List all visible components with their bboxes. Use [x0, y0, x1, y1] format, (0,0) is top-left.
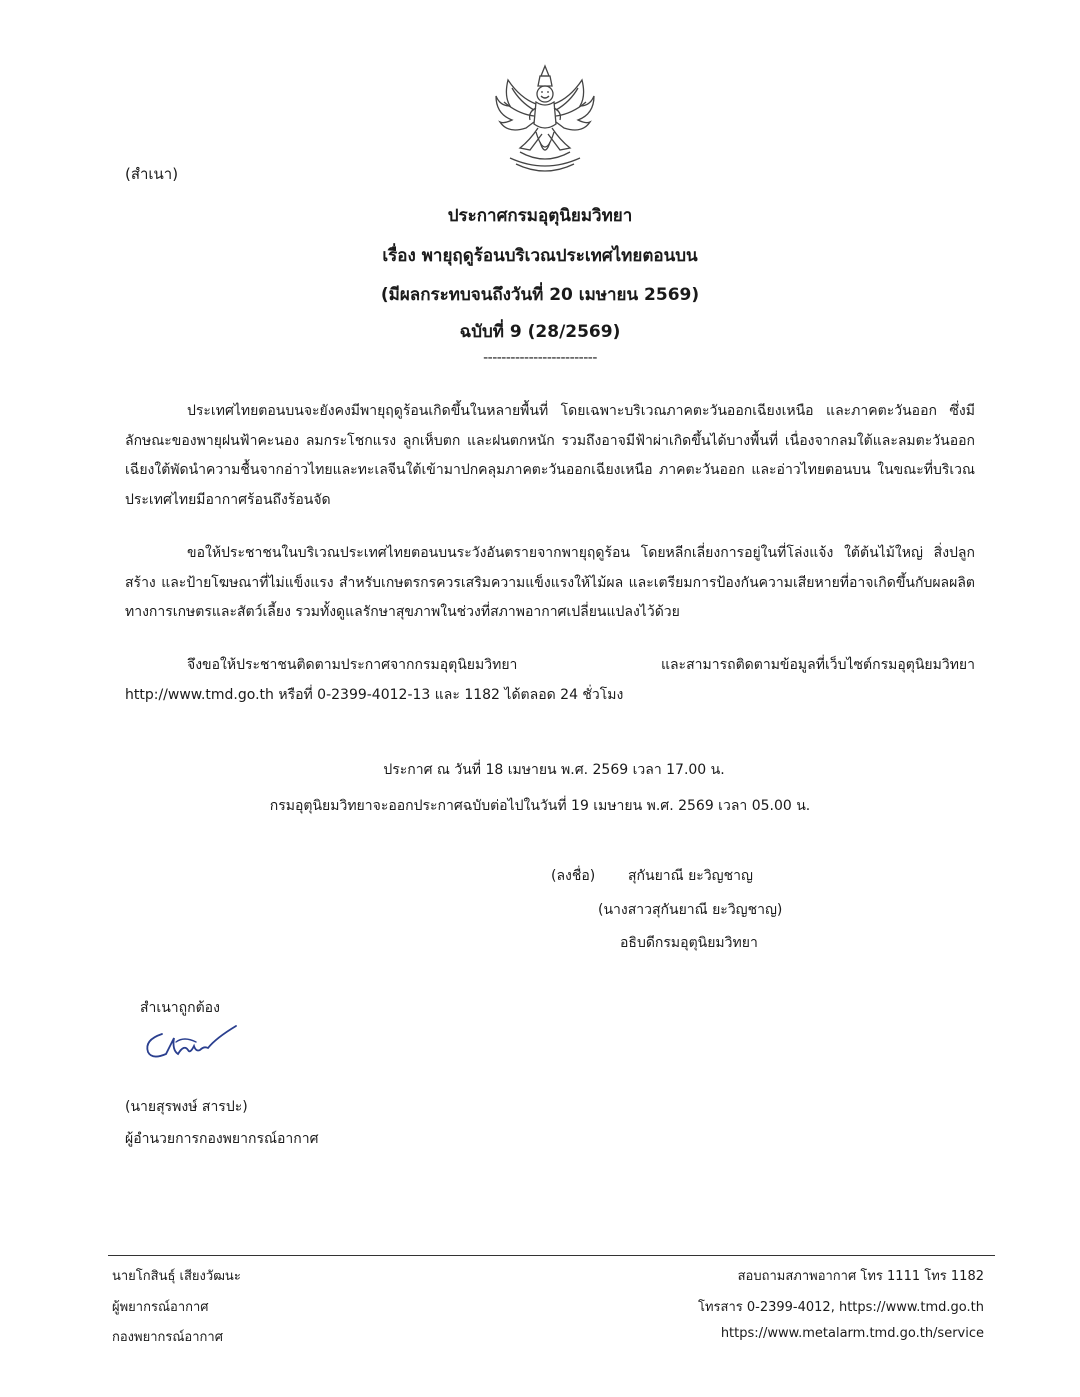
- footer-phone-info: สอบถามสภาพอากาศ โทร 1111 โทร 1182: [737, 1269, 984, 1284]
- announcement-effective-date: (มีผลกระทบจนถึงวันที่ 20 เมษายน 2569): [380, 285, 700, 305]
- announcement-issue-number: ฉบับที่ 9 (28/2569): [459, 322, 621, 342]
- body-paragraph: ขอให้ประชาชนในบริเวณประเทศไทยตอนบนระวังอันตรายจากพายุฤดูร้อน โดยหลีกเลี่ยงการอยู่ในที่โล่งแจ้ง ใต้ต้นไม้ใหญ่ สิ่งปลูกสร้าง และป้ายโฆษณาที่ไม่แข็งแรง สำหรับเกษตรกรควรเสริมความแข็งแรงให้ไม้ผล และเตรียมการป้องกันความเสียหายที่อาจเกิดขึ้นกับผลผลิตทางการเกษตรและสัตว์เลี้ยง รวมทั้งดูแลรักษาสุขภาพในช่วงที่สภาพอากาศเปลี่ยนแปลงไว้ด้วย: [125, 545, 975, 620]
- signatory-full-name: (นางสาวสุกันยาณี ยะวิญชาญ): [598, 902, 783, 918]
- certifier-position: ผู้อำนวยการกองพยากรณ์อากาศ: [125, 1131, 319, 1147]
- footer-forecaster-role: ผู้พยากรณ์อากาศ: [112, 1300, 209, 1315]
- footer-divider: [108, 1255, 995, 1256]
- copy-mark: (สำเนา): [125, 165, 179, 183]
- announcement-subject: เรื่อง พายุฤดูร้อนบริเวณประเทศไทยตอนบน: [382, 246, 698, 266]
- signatory-position: อธิบดีกรมอุตุนิยมวิทยา: [620, 935, 758, 951]
- garuda-emblem-icon: [490, 62, 600, 178]
- certified-copy-label: สำเนาถูกต้อง: [140, 1000, 220, 1016]
- signed-name: สุกันยาณี ยะวิญชาญ: [628, 868, 753, 884]
- title-separator: -------------------------: [483, 350, 597, 366]
- footer-fax-website: โทรสาร 0-2399-4012, https://www.tmd.go.th: [698, 1300, 984, 1315]
- announcement-title: ประกาศกรมอุตุนิยมวิทยา: [447, 206, 633, 226]
- footer-service-link[interactable]: https://www.metalarm.tmd.go.th/service: [720, 1326, 984, 1341]
- body-paragraph: ประเทศไทยตอนบนจะยังคงมีพายุฤดูร้อนเกิดขึ้นในหลายพื้นที่ โดยเฉพาะบริเวณภาคตะวันออกเฉียงเหนือ และภาคตะวันออก ซึ่งมีลักษณะของพายุฝนฟ้าคะนอง ลมกระโชกแรง ลูกเห็บตก และฝนตกหนัก รวมถึงอาจมีฟ้าผ่าเกิดขึ้นได้บางพื้นที่ เนื่องจากลมใต้และลมตะวันออกเฉียงใต้พัดนำความชื้นจากอ่าวไทยและทะเลจีนใต้เข้ามาปกคลุมภาคตะวันออกเฉียงเหนือ ภาคตะวันออก และอ่าวไทยตอนบน ในขณะที่บริเวณประเทศไทยมีอากาศร้อนถึงร้อนจัด: [125, 403, 975, 508]
- footer-forecaster-name: นายโกสินธุ์ เสียงวัฒนะ: [112, 1269, 241, 1284]
- certifier-name: (นายสุรพงษ์ สารปะ): [125, 1099, 248, 1115]
- body-paragraph: จึงขอให้ประชาชนติดตามประกาศจากกรมอุตุนิยมวิทยา และสามารถติดตามข้อมูลที่เว็บไซต์กรมอุตุนิยมวิทยา http://www.tmd.go.th หรือที่ 0-2399-4012-13 และ 1182 ได้ตลอด 24 ชั่วโมง: [125, 657, 975, 703]
- footer-division: กองพยากรณ์อากาศ: [112, 1330, 223, 1345]
- next-issue-date: กรมอุตุนิยมวิทยาจะออกประกาศฉบับต่อไปในวันที่ 19 เมษายน พ.ศ. 2569 เวลา 05.00 น.: [269, 798, 811, 814]
- signed-label: (ลงชื่อ): [551, 868, 596, 884]
- announced-date: ประกาศ ณ วันที่ 18 เมษายน พ.ศ. 2569 เวลา 17.00 น.: [383, 762, 725, 778]
- handwritten-signature-icon: [140, 1022, 240, 1068]
